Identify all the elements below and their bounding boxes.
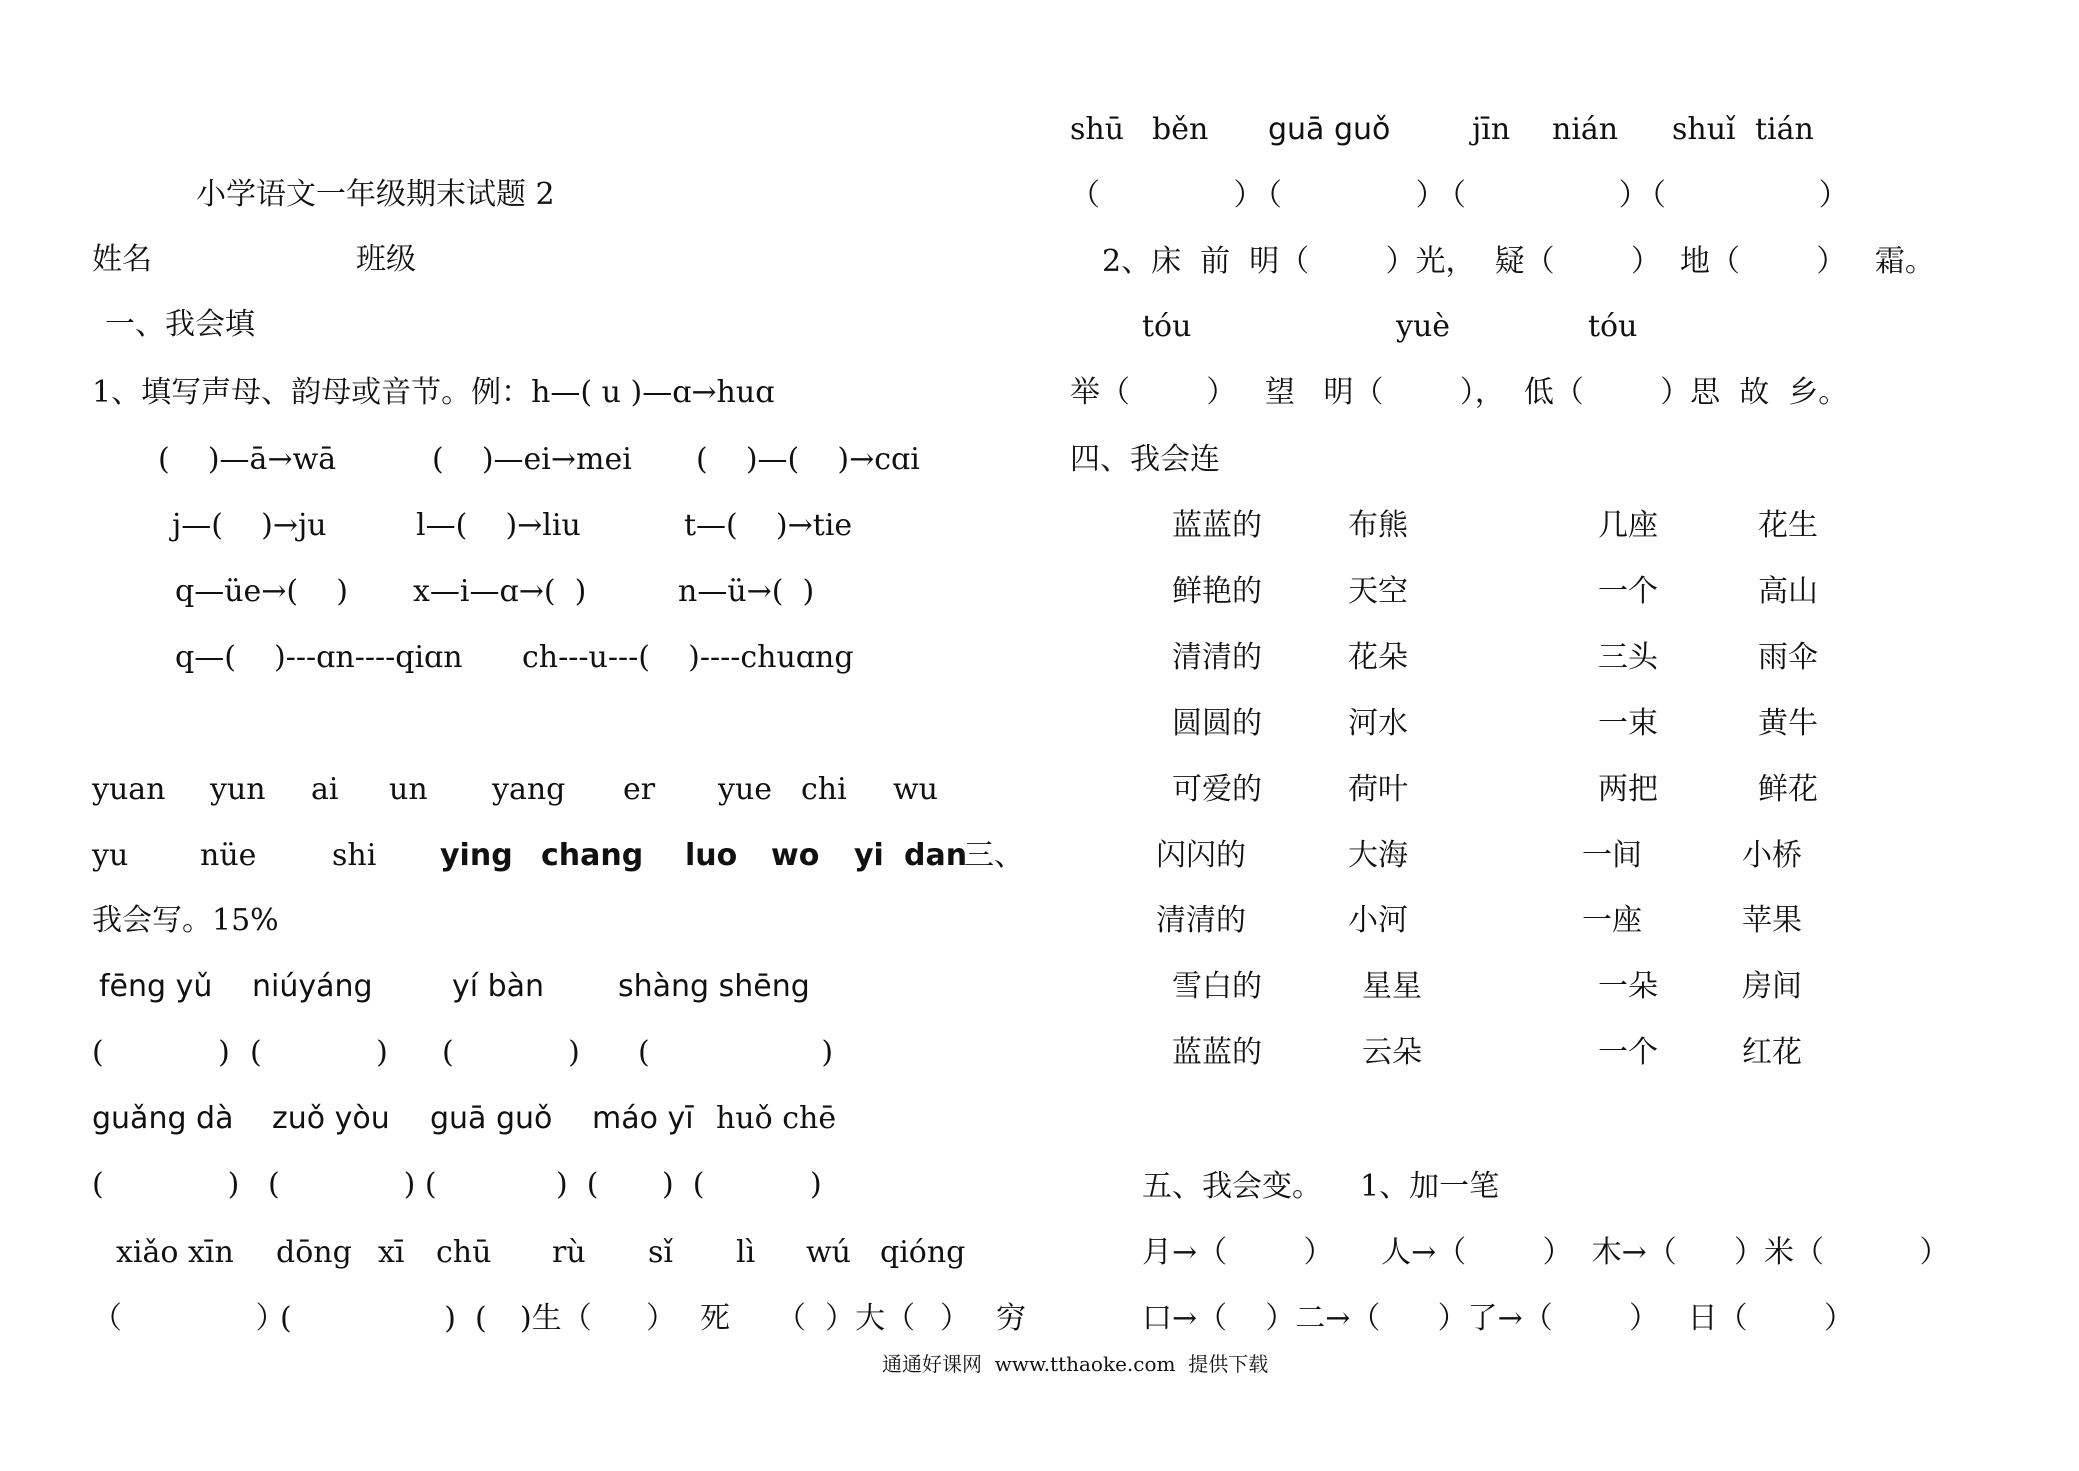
fill-row3-b: x—i—ɑ→( ) — [413, 574, 587, 609]
answer-blank[interactable]: ( ) ( — [268, 1167, 437, 1202]
match-object[interactable]: 红花 — [1742, 1035, 1802, 1070]
pinyin-word: tián — [1755, 112, 1814, 147]
q1-prompt: 1、填写声母、韵母或音节。例：h—( u )—ɑ→huɑ — [92, 375, 775, 410]
answer-char: 穷 — [996, 1301, 1026, 1336]
match-measure[interactable]: 一个 — [1598, 1035, 1658, 1070]
exam-title: 小学语文一年级期末试题 2 — [196, 177, 555, 212]
pinyin-word: chū — [436, 1235, 492, 1270]
pinyin-word: xī — [378, 1235, 405, 1270]
answer-blank[interactable]: ) ( — [662, 1167, 705, 1202]
pinyin-word: jīn — [1472, 112, 1511, 147]
match-adj[interactable]: 鲜艳的 — [1172, 574, 1262, 609]
section4-title: 四、我会连 — [1070, 442, 1220, 477]
name-label: 姓名 — [92, 242, 152, 277]
fill-row3-c: n—ü→( ) — [678, 574, 815, 609]
syllable: shi — [332, 838, 377, 873]
answer-blank[interactable]: （ ） — [1636, 178, 1849, 213]
match-noun[interactable]: 星星 — [1362, 969, 1422, 1004]
match-adj[interactable]: 雪白的 — [1172, 969, 1262, 1004]
change-row: 口→（ ）二→（ ）了→（ ） 日（ ） — [1142, 1301, 1854, 1336]
pinyin-word: yí bàn — [452, 969, 545, 1004]
match-adj[interactable]: 蓝蓝的 — [1172, 1035, 1262, 1070]
fill-row2-b: l—( )→liu — [416, 508, 581, 543]
footer-credit: 通通好课网 www.tthaoke.com 提供下载 — [882, 1352, 1269, 1376]
match-measure[interactable]: 几座 — [1598, 508, 1658, 543]
answer-blank[interactable]: （ ） — [1252, 178, 1446, 213]
syllable: yue — [718, 772, 773, 807]
poem-question: 2、床 前 明（ ）光， 疑（ ） 地（ ） 霜。 — [1102, 244, 1935, 279]
match-noun[interactable]: 大海 — [1348, 838, 1408, 873]
fill-row1-b: ( )—ei→mei — [432, 442, 632, 477]
match-measure[interactable]: 一个 — [1598, 574, 1658, 609]
pinyin-word: wú — [806, 1235, 851, 1270]
syllable-bold: dan — [904, 838, 968, 873]
answer-blank[interactable]: ） — [646, 1301, 676, 1336]
answer-blank[interactable]: ) ( — [556, 1167, 599, 1202]
fill-row3-a: q—üe→( ) — [175, 574, 348, 609]
syllable-bold: wo — [771, 838, 820, 873]
match-noun[interactable]: 花朵 — [1348, 640, 1408, 675]
match-measure[interactable]: 三头 — [1598, 640, 1658, 675]
match-adj[interactable]: 清清的 — [1172, 640, 1262, 675]
section3-head: 三、 — [964, 838, 1024, 873]
answer-blank[interactable]: （ ） — [1436, 178, 1649, 213]
answer-blank[interactable]: )生（ — [520, 1301, 592, 1336]
syllable: chi — [801, 772, 847, 807]
match-measure[interactable]: 一朵 — [1598, 969, 1658, 1004]
section1-title: 一、我会填 — [105, 307, 255, 342]
syllable: er — [623, 772, 656, 807]
match-noun[interactable]: 河水 — [1348, 706, 1408, 741]
match-measure[interactable]: 一束 — [1598, 706, 1658, 741]
match-object[interactable]: 鲜花 — [1758, 772, 1818, 807]
match-object[interactable]: 小桥 — [1742, 838, 1802, 873]
answer-blank[interactable]: ( ) — [92, 1035, 230, 1070]
change-row: 月→（ ） 人→（ ） 木→（ ）米（ ） — [1142, 1235, 1950, 1270]
fill-row4-b: ch---u---( )----chuɑng — [522, 640, 854, 675]
match-measure[interactable]: 一间 — [1582, 838, 1642, 873]
match-object[interactable]: 高山 — [1758, 574, 1818, 609]
fill-row2-a: j—( )→ju — [172, 508, 327, 543]
pinyin-word: máo yī — [592, 1101, 694, 1136]
match-adj[interactable]: 闪闪的 — [1156, 838, 1246, 873]
syllable: wu — [893, 772, 938, 807]
pinyin-word: guā guǒ — [430, 1101, 553, 1136]
match-object[interactable]: 黄牛 — [1758, 706, 1818, 741]
fill-row4-a: q—( )---ɑn----qiɑn — [175, 640, 463, 675]
poem-pinyin: tóu — [1142, 309, 1192, 344]
fill-row1-a: ( )—ā→wā — [158, 442, 337, 477]
syllable: yang — [492, 772, 566, 807]
pinyin-word: nián — [1552, 112, 1619, 147]
answer-blank[interactable]: ( ) ( — [280, 1301, 487, 1336]
syllable-bold: luo — [685, 838, 738, 873]
answer-blank[interactable]: （ ） — [92, 1301, 286, 1336]
answer-blank[interactable]: （ ）大（ — [776, 1301, 916, 1336]
syllable: yuan — [92, 772, 166, 807]
pinyin-word: guā guǒ — [1268, 112, 1391, 147]
syllable: ai — [311, 772, 339, 807]
fill-row2-c: t—( )→tie — [684, 508, 853, 543]
answer-blank[interactable]: ( ) — [638, 1035, 834, 1070]
match-object[interactable]: 雨伞 — [1758, 640, 1818, 675]
syllable: yun — [210, 772, 266, 807]
pinyin-word: zuǒ yòu — [272, 1101, 390, 1136]
pinyin-word: guǎng dà — [92, 1101, 234, 1136]
syllable: nüe — [200, 838, 257, 873]
pinyin-word: sǐ — [648, 1235, 673, 1270]
pinyin-word: huǒ chē — [716, 1101, 837, 1136]
match-object[interactable]: 房间 — [1742, 969, 1802, 1004]
pinyin-word: lì — [736, 1235, 756, 1270]
match-noun[interactable]: 小河 — [1348, 903, 1408, 938]
pinyin-word: shū — [1070, 112, 1125, 147]
section3-title: 我会写。15% — [92, 903, 279, 938]
pinyin-word: shuǐ — [1672, 112, 1736, 147]
fill-row1-c: ( )—( )→cɑi — [696, 442, 920, 477]
match-noun[interactable]: 布熊 — [1348, 508, 1408, 543]
match-adj[interactable]: 蓝蓝的 — [1172, 508, 1262, 543]
syllable: un — [389, 772, 428, 807]
pinyin-word: xiǎo xīn — [116, 1235, 234, 1270]
answer-blank[interactable]: ( ) — [92, 1167, 240, 1202]
poem-line: 举（ ） 望 明（ ）， 低（ ）思 故 乡。 — [1070, 375, 1849, 410]
answer-blank[interactable]: ( ) — [442, 1035, 580, 1070]
match-noun[interactable]: 云朵 — [1362, 1035, 1422, 1070]
syllable-bold: yi — [854, 838, 884, 873]
poem-pinyin: yuè — [1396, 309, 1451, 344]
class-label: 班级 — [356, 242, 416, 277]
match-noun[interactable]: 荷叶 — [1348, 772, 1408, 807]
answer-blank[interactable]: （ ） — [1070, 178, 1264, 213]
match-adj[interactable]: 可爱的 — [1172, 772, 1262, 807]
poem-pinyin: tóu — [1588, 309, 1638, 344]
match-object[interactable]: 花生 — [1758, 508, 1818, 543]
pinyin-word: fēng yǔ — [99, 969, 213, 1004]
section5-subtitle: 1、加一笔 — [1360, 1169, 1500, 1204]
answer-blank[interactable]: ( ) — [250, 1035, 388, 1070]
section5-title: 五、我会变。 — [1142, 1169, 1322, 1204]
pinyin-word: běn — [1152, 112, 1209, 147]
pinyin-word: dōng — [276, 1235, 352, 1270]
syllable: yu — [92, 838, 129, 873]
syllable-bold: ying — [440, 838, 513, 873]
match-object[interactable]: 苹果 — [1742, 903, 1802, 938]
answer-blank[interactable]: ) — [810, 1167, 822, 1202]
answer-blank[interactable]: ） — [940, 1301, 970, 1336]
answer-char: 死 — [700, 1301, 730, 1336]
pinyin-word: shàng shēng — [618, 969, 810, 1004]
match-adj[interactable]: 清清的 — [1156, 903, 1246, 938]
match-noun[interactable]: 天空 — [1348, 574, 1408, 609]
match-measure[interactable]: 一座 — [1582, 903, 1642, 938]
pinyin-word: rù — [552, 1235, 586, 1270]
pinyin-word: niúyáng — [252, 969, 373, 1004]
match-adj[interactable]: 圆圆的 — [1172, 706, 1262, 741]
pinyin-word: qióng — [880, 1235, 966, 1270]
match-measure[interactable]: 两把 — [1598, 772, 1658, 807]
syllable-bold: chang — [541, 838, 644, 873]
